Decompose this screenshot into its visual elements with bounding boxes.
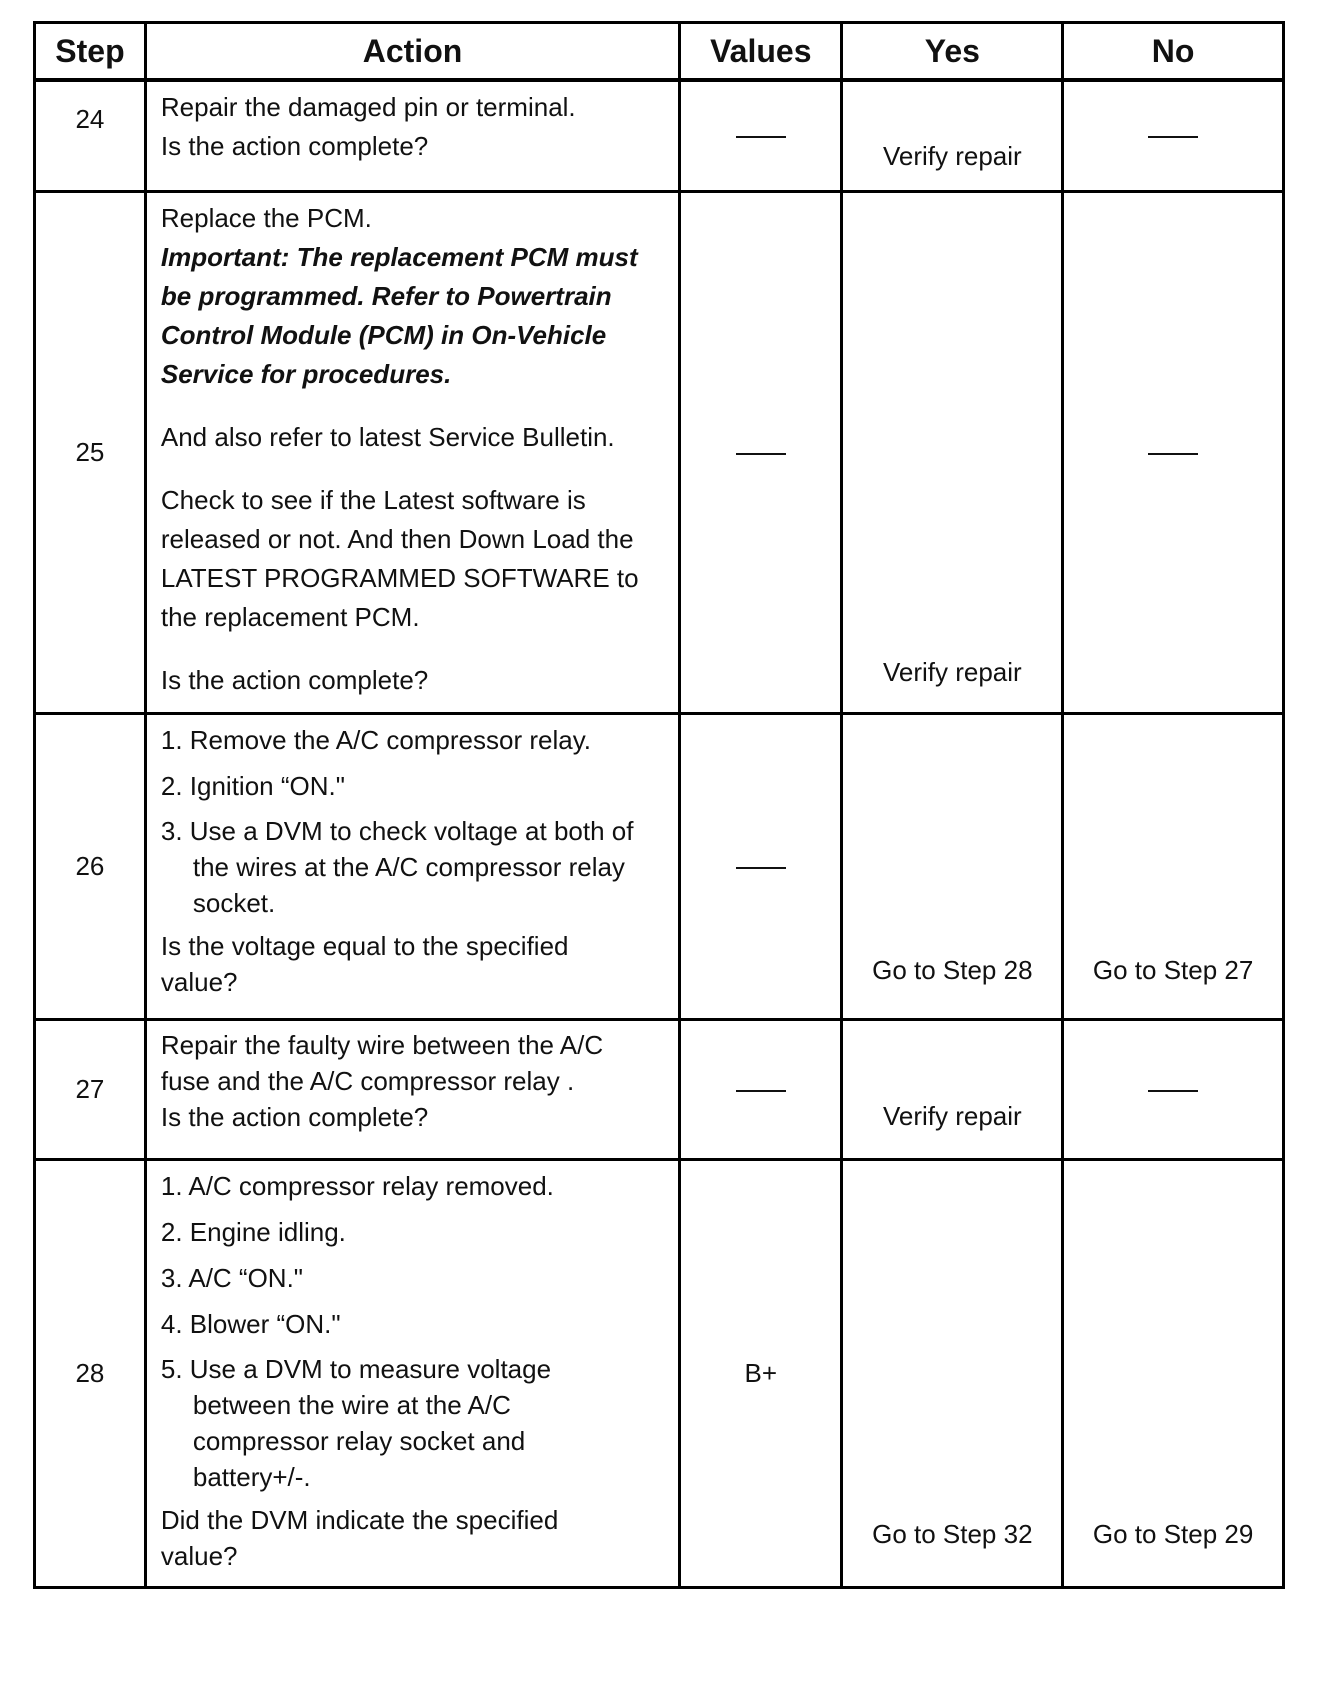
step-number: 27 (35, 1019, 146, 1159)
header-step: Step (35, 23, 146, 81)
yes-cell: Verify repair (842, 1019, 1063, 1159)
dash-mark (1148, 453, 1198, 455)
yes-cell: Go to Step 28 (842, 713, 1063, 1019)
list-item: 1. Remove the A/C compressor relay. (160, 724, 592, 755)
step-number: 24 (35, 80, 146, 191)
no-cell (1063, 1019, 1284, 1159)
table-row (35, 80, 1284, 191)
table-row (35, 1019, 1284, 1159)
action-cell (145, 80, 679, 191)
action-text: Check to see if the Latest software is released or not. And then Down Load the LATEST PROGRAMMED SOFTWARE to the replacement PCM. (160, 484, 639, 632)
yes-cell: Verify repair (842, 80, 1063, 191)
action-cell (145, 1159, 679, 1587)
action-text: And also refer to latest Service Bulletin. (160, 421, 615, 452)
values-cell (680, 80, 842, 191)
values-cell (680, 713, 842, 1019)
list-item: 2. Ignition “ON." (160, 770, 345, 801)
values-cell (680, 1019, 842, 1159)
dash-mark (1148, 136, 1198, 138)
dash-mark (736, 1090, 786, 1092)
dash-mark (736, 136, 786, 138)
action-question: Did the DVM indicate the specified value? (160, 1504, 559, 1571)
action-question: Is the voltage equal to the specified value? (160, 930, 569, 997)
action-text: fuse and the A/C compressor relay . (160, 1065, 575, 1096)
action-cell (145, 713, 679, 1019)
list-item: 4. Blower “ON." (160, 1308, 341, 1339)
list-item: 5. Use a DVM to measure voltage between the wire at the A/C compressor relay socket and battery+/-. (160, 1353, 552, 1492)
values-cell (680, 191, 842, 713)
table-row (35, 191, 1284, 713)
table-row (35, 1159, 1284, 1587)
diagnostic-table (33, 21, 1285, 1589)
no-cell (1063, 191, 1284, 713)
no-cell (1063, 80, 1284, 191)
header-values: Values (680, 23, 842, 81)
header-no: No (1063, 23, 1284, 81)
no-cell: Go to Step 27 (1063, 713, 1284, 1019)
action-question: Is the action complete? (160, 1101, 429, 1132)
yes-cell: Go to Step 32 (842, 1159, 1063, 1587)
action-text: Repair the faulty wire between the A/C (160, 1029, 604, 1060)
header-action: Action (145, 23, 679, 81)
yes-cell: Verify repair (842, 191, 1063, 713)
action-text: Replace the PCM. (160, 202, 372, 233)
list-item: 1. A/C compressor relay removed. (160, 1170, 554, 1201)
list-item: 2. Engine idling. (160, 1216, 346, 1247)
header-yes: Yes (842, 23, 1063, 81)
dash-mark (736, 867, 786, 869)
step-number: 28 (35, 1159, 146, 1587)
dash-mark (1148, 1090, 1198, 1092)
values-cell: B+ (680, 1159, 842, 1587)
action-question: Is the action complete? (160, 131, 429, 161)
dash-mark (736, 453, 786, 455)
important-note: Important: The replacement PCM must be programmed. Refer to Powertrain Control Module (PCM) in On-Vehicle Service for procedures. (160, 241, 638, 389)
step-number: 25 (35, 191, 146, 713)
action-cell (145, 191, 679, 713)
list-item: 3. Use a DVM to check voltage at both of the wires at the A/C compressor relay socket. (160, 815, 634, 918)
list-item: 3. A/C “ON." (160, 1262, 304, 1293)
header-row (35, 23, 1284, 81)
step-number: 26 (35, 713, 146, 1019)
table-row (35, 713, 1284, 1019)
action-cell (145, 1019, 679, 1159)
action-question: Is the action complete? (160, 664, 429, 695)
no-cell: Go to Step 29 (1063, 1159, 1284, 1587)
action-text: Repair the damaged pin or terminal. (160, 92, 576, 122)
